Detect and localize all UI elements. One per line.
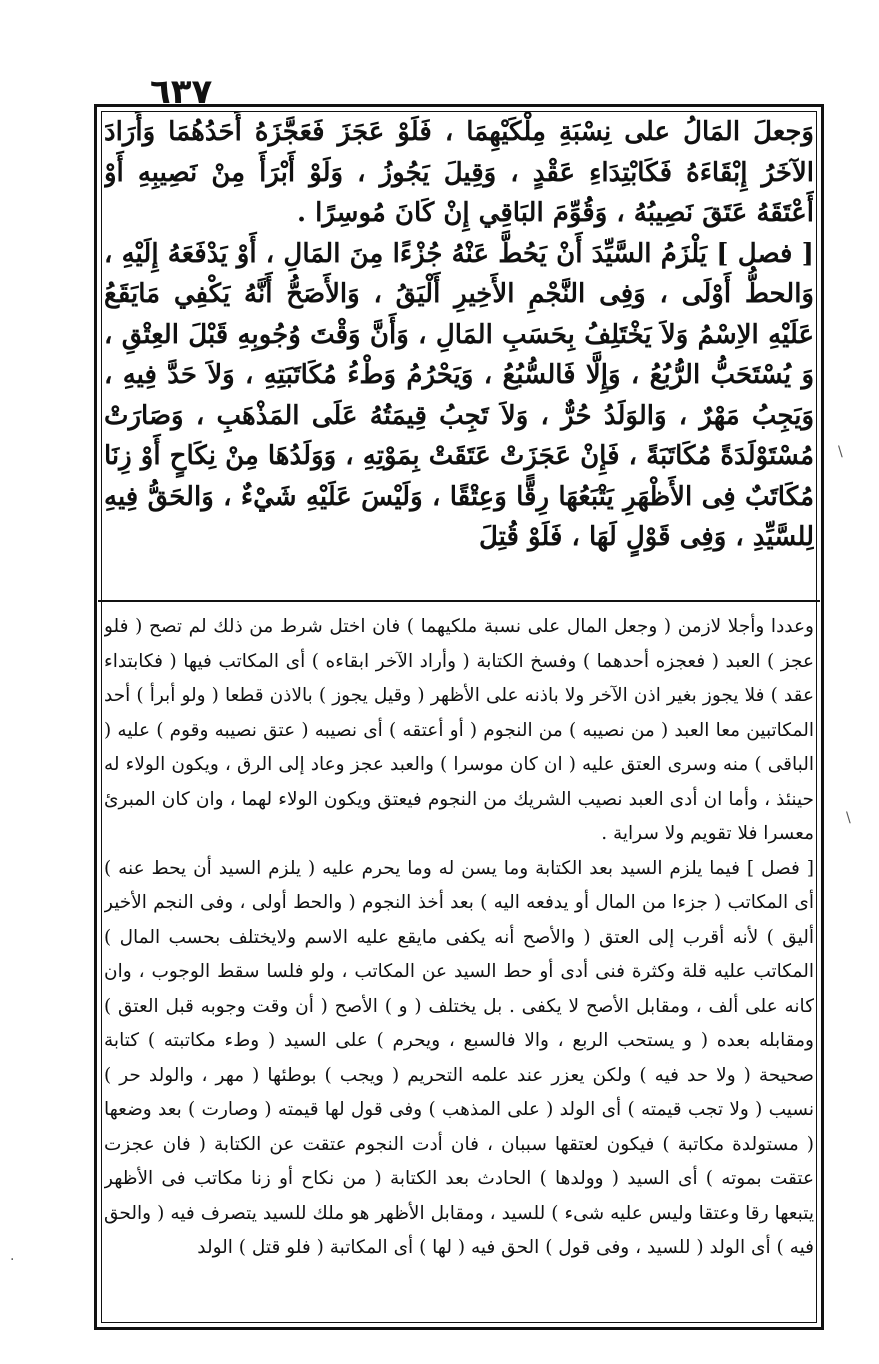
- page-number: ٦٣٧: [150, 72, 213, 112]
- margin-tick: \: [846, 810, 851, 826]
- section-divider: [98, 600, 820, 602]
- commentary-block: [104, 610, 814, 1326]
- margin-tick: \: [838, 444, 843, 460]
- margin-tick: ·: [10, 1252, 15, 1268]
- main-text-block: [104, 112, 814, 598]
- main-paragraph: وَجعلَ المَالُ على نِسْبَةِ مِلْكَيْهِمَا ، فَلَوْ عَجَزَ فَعَجَّزَهُ أَحَدُهُمَا وَأَرَادَ الآخَرُ إِبْقَاءَهُ فَكَابْتِدَاءِ عَقْدٍ ، وَقِيلَ يَجُوزُ ، وَلَوْ أَبْرَأَ مِنْ نَصِيبِهِ أَوْ أَعْتَقَهُ عَتَقَ نَصِيبُهُ ، وَقُوِّمَ البَاقِي إِنْ كَانَ مُوسِرًا .: [104, 117, 814, 228]
- commentary-paragraph: وعددا وأجلا لازمن ( وجعل المال على نسبة ملكيهما ) فان اختل شرط من ذلك لم تصح ( فلو عجز ) العبد ( فعجزه أحدهما ) وفسخ الكتابة ( وأراد الآخر ابقاءه ) أى المكاتب فيها ( فكابتداء عقد ) فلا يجوز بغير اذن الآخر ولا باذنه على الأظهر ( وقيل يجوز ) بالاذن قطعا ( ولو أبرأ ) أحد المكاتبين معا العبد ( من نصيبه ) من النجوم ( أو أعتقه ) أى نصيبه ( عتق نصيبه وقوم ) عليه ( الباقى ) منه وسرى العتق عليه ( ان كان موسرا ) والعبد عجز وعاد إلى الرق ، ويكون الولاء له حينئذ ، وأما ان أدى العبد نصيب الشريك من النجوم فيعتق ويكون الولاء لهما ، وان كان المبرئ معسرا فلا تقويم ولا سراية .: [104, 616, 814, 844]
- main-paragraph: [ فصل ] يَلْزَمُ السَّيِّدَ أَنْ يَحُطَّ عَنْهُ جُزْءًا مِنَ المَالِ ، أَوْ يَدْفَعَهُ إِلَيْهِ ، وَالحطُّ أَوْلَى ، وَفِى النَّجْمِ الأَخِيرِ أَلْيَقُ ، وَالأَصَحُّ أَنَّهُ يَكْفِي مَايَقَعُ عَلَيْهِ الاِسْمُ وَلاَ يَخْتَلِفُ بِحَسَبِ المَالِ ، وَأَنَّ وَقْتَ وُجُوبِهِ قَبْلَ العِتْقِ ، وَ يُسْتَحَبُّ الرُّبُعُ ، وَإِلَّا فَالسُّبُعُ ، وَيَحْرُمُ وَطْءُ مُكَاتَبَتِهِ ، وَلاَ حَدَّ فِيهِ ، وَيَجِبُ مَهْرٌ ، وَالوَلَدُ حُرٌّ ، وَلاَ تَجِبُ قِيمَتُهُ عَلَى المَذْهَبِ ، وَصَارَتْ مُسْتَوْلَدَةً مُكَاتَبَةً ، فَإِنْ عَجَزَتْ عَتَقَتْ بِمَوْتِهِ ، وَوَلَدُهَا مِنْ نِكَاحٍ أَوْ زِنَا مُكَاتَبٌ فِى الأَظْهَرِ يَتْبَعُهَا رِقًّا وَعِتْقًا ، وَلَيْسَ عَلَيْهِ شَيْءٌ ، وَالحَقُّ فِيهِ لِلسَّيِّدِ ، وَفِى قَوْلٍ لَهَا ، فَلَوْ قُتِلَ: [104, 238, 814, 552]
- commentary-paragraph: [ فصل ] فيما يلزم السيد بعد الكتابة وما يسن له وما يحرم عليه ( يلزم السيد أن يحط عنه ) أى المكاتب ( جزءا من المال أو يدفعه اليه ) بعد أخذ النجوم ( والحط أولى ، وفى النجم الأخير أليق ) لأنه أقرب إلى العتق ( والأصح أنه يكفى مايقع عليه الاسم ولايختلف بحسب المال ) المكاتب عليه قلة وكثرة فنى أدى أو حط السيد عن المكاتب ، ولو فلسا سقط الوجوب ، وان كانه على ألف ، ومقابل الأصح لا يكفى . بل يختلف ( و ) الأصح ( أن وقت وجوبه قبل العتق ) ومقابله بعده ( و يستحب الربع ، والا فالسبع ، ويحرم ) على السيد ( وطء مكاتبته ) كتابة صحيحة ( ولا حد فيه ) ولكن يعزر عند علمه التحريم ( ويجب ) بوطئها ( مهر ، والولد حر ) نسيب ( ولا تجب قيمته ) أى الولد ( على المذهب ) وفى قول لها قيمته ( وصارت ) بعد وضعها ( مستولدة مكاتبة ) فيكون لعتقها سببان ، فان أدت النجوم عتقت عن الكتابة ( فان عجزت عتقت بموته ) أى السيد ( وولدها ) الحادث بعد الكتابة ( من نكاح أو زنا مكاتب فى الأظهر يتبعها رقا وعتقا وليس عليه شىء ) للسيد ، ومقابل الأظهر هو ملك للسيد يتصرف فيه ( والحق فيه ) أى الولد ( للسيد ، وفى قول ) الحق فيه ( لها ) أى المكاتبة ( فلو قتل ) الولد: [104, 857, 814, 1258]
